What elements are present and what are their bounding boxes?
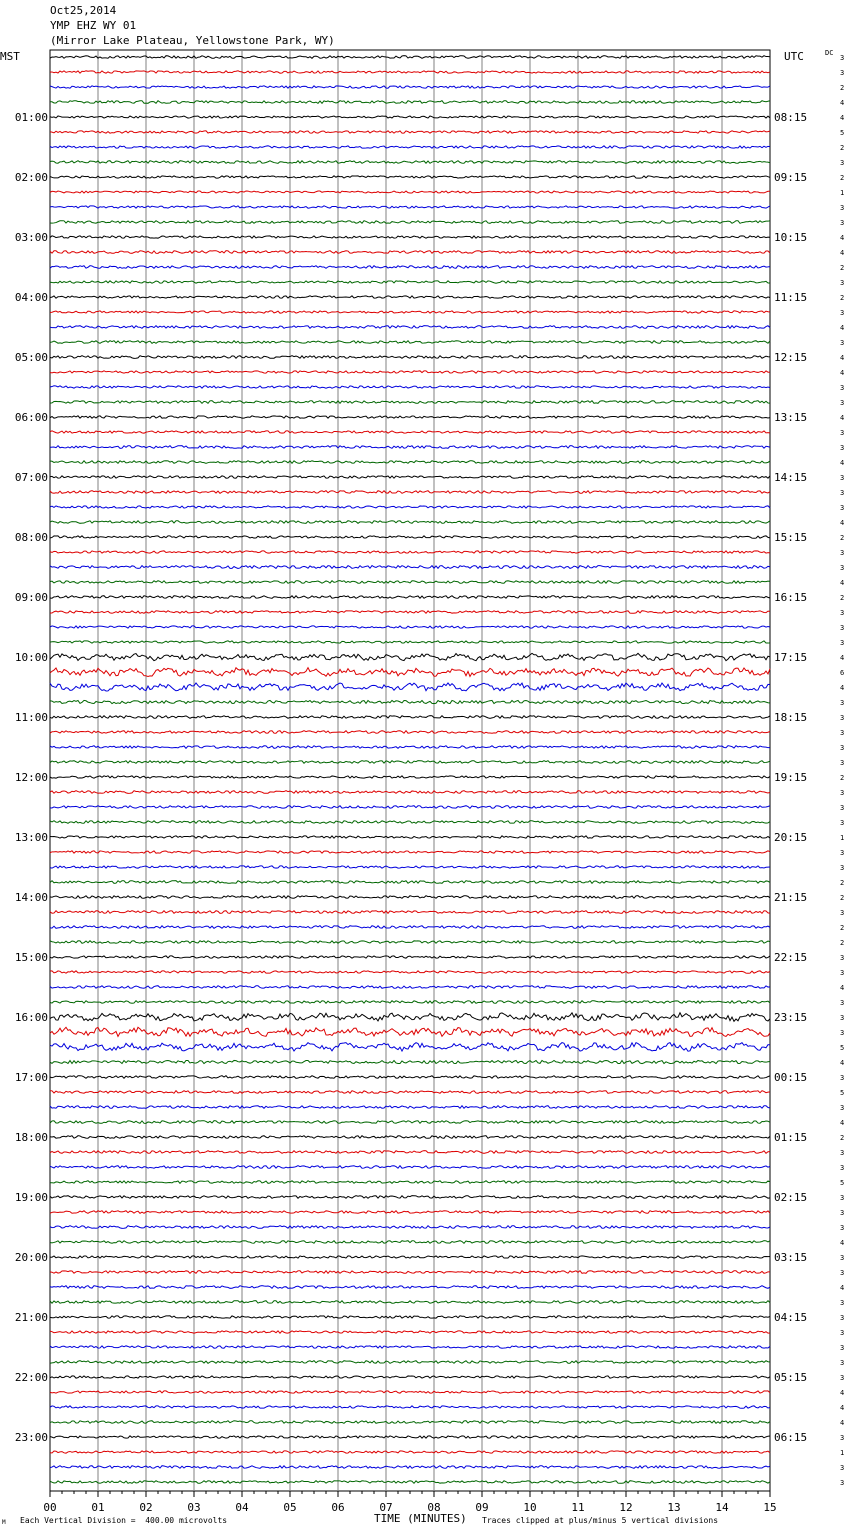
dc-value: 3 (840, 1074, 845, 1082)
dc-value: 3 (840, 1479, 845, 1487)
dc-value: 3 (840, 699, 845, 707)
right-hour-label: 09:15 (774, 171, 808, 184)
left-hour-label: 18:00 (14, 1131, 48, 1144)
right-hour-label: 08:15 (774, 111, 808, 124)
dc-value: 3 (840, 489, 845, 497)
dc-value: 3 (840, 1299, 845, 1307)
x-tick-label: 00 (43, 1501, 57, 1514)
trace-line (50, 821, 770, 824)
trace-line (50, 206, 770, 208)
dc-value: 4 (840, 1059, 845, 1067)
left-hour-label: 03:00 (14, 231, 48, 244)
x-tick-label: 08 (427, 1501, 441, 1514)
dc-value: 3 (840, 744, 845, 752)
right-hour-label: 17:15 (774, 651, 808, 664)
right-hour-label: 19:15 (774, 771, 808, 784)
trace-line (50, 1076, 770, 1079)
dc-value: 4 (840, 99, 845, 107)
trace-line (50, 596, 770, 599)
dc-value: 4 (840, 654, 845, 662)
x-tick-label: 09 (475, 1501, 489, 1514)
x-tick-label: 15 (763, 1501, 777, 1514)
trace-line (50, 1466, 770, 1469)
x-tick-label: 10 (523, 1501, 537, 1514)
dc-value: 3 (840, 1224, 845, 1232)
dc-value: 4 (840, 519, 845, 527)
dc-column-label: DC (825, 49, 834, 57)
dc-value: 4 (840, 1389, 845, 1397)
dc-value: 3 (840, 159, 845, 167)
trace-line (50, 653, 770, 660)
right-hour-label: 06:15 (774, 1431, 808, 1444)
trace-line (50, 611, 770, 614)
trace-line (50, 371, 770, 373)
dc-value: 3 (840, 1314, 845, 1322)
dc-value: 4 (840, 249, 845, 257)
right-timezone-label: UTC (784, 50, 804, 63)
trace-line (50, 731, 770, 734)
left-hour-label: 12:00 (14, 771, 48, 784)
dc-value: 3 (840, 1254, 845, 1262)
trace-line (50, 926, 770, 929)
trace-line (50, 1013, 770, 1022)
trace-line (50, 1241, 770, 1244)
dc-value: 5 (840, 1179, 845, 1187)
trace-line (50, 911, 770, 914)
trace-line (50, 566, 770, 569)
dc-value: 4 (840, 1284, 845, 1292)
dc-value: 3 (840, 999, 845, 1007)
dc-value: 4 (840, 369, 845, 377)
dc-value: 3 (840, 1029, 845, 1037)
trace-line (50, 341, 770, 344)
dc-value: 2 (840, 84, 845, 92)
trace-line (50, 1136, 770, 1139)
trace-line (50, 1421, 770, 1424)
x-tick-label: 02 (139, 1501, 153, 1514)
trace-line (50, 1196, 770, 1199)
right-hour-label: 21:15 (774, 891, 808, 904)
trace-line (50, 1151, 770, 1154)
trace-line (50, 251, 770, 254)
left-hour-label: 04:00 (14, 291, 48, 304)
left-hour-label: 22:00 (14, 1371, 48, 1384)
trace-line (50, 1166, 770, 1169)
trace-line (50, 86, 770, 88)
left-hour-label: 02:00 (14, 171, 48, 184)
trace-line (50, 401, 770, 404)
station-location: (Mirror Lake Plateau, Yellowstone Park, WY) (50, 34, 335, 47)
x-tick-label: 05 (283, 1501, 297, 1514)
dc-value: 3 (840, 609, 845, 617)
dc-value: 3 (840, 564, 845, 572)
right-hour-label: 10:15 (774, 231, 808, 244)
dc-value: 5 (840, 129, 845, 137)
trace-line (50, 836, 770, 838)
trace-line (50, 1256, 770, 1258)
left-hour-label: 15:00 (14, 951, 48, 964)
right-hour-label: 23:15 (774, 1011, 808, 1024)
dc-value: 4 (840, 1419, 845, 1427)
station-code: YMP EHZ WY 01 (50, 19, 137, 32)
dc-value: 4 (840, 1239, 845, 1247)
dc-value: 3 (840, 429, 845, 437)
dc-value: 3 (840, 279, 845, 287)
trace-line (50, 761, 770, 764)
dc-value: 4 (840, 1404, 845, 1412)
dc-value: 3 (840, 204, 845, 212)
dc-value: 3 (840, 1194, 845, 1202)
trace-line (50, 521, 770, 524)
trace-line (50, 56, 770, 59)
dc-value: 3 (840, 804, 845, 812)
right-hour-label: 15:15 (774, 531, 808, 544)
trace-line (50, 236, 770, 238)
dc-value: 2 (840, 1134, 845, 1142)
footer-mark: M (2, 1519, 6, 1526)
dc-value: 3 (840, 504, 845, 512)
trace-line (50, 668, 770, 677)
dc-value: 4 (840, 114, 845, 122)
dc-value: 3 (840, 399, 845, 407)
trace-line (50, 1106, 770, 1109)
trace-line (50, 1406, 770, 1408)
trace-line (50, 881, 770, 884)
left-hour-label: 01:00 (14, 111, 48, 124)
right-hour-label: 20:15 (774, 831, 808, 844)
dc-value: 3 (840, 444, 845, 452)
dc-value: 3 (840, 1374, 845, 1382)
trace-line (50, 776, 770, 778)
dc-value: 3 (840, 639, 845, 647)
dc-value: 4 (840, 354, 845, 362)
trace-line (50, 806, 770, 809)
x-tick-label: 13 (667, 1501, 681, 1514)
trace-line (50, 146, 770, 148)
trace-line (50, 1331, 770, 1333)
dc-value: 3 (840, 789, 845, 797)
trace-line (50, 491, 770, 494)
left-hour-label: 07:00 (14, 471, 48, 484)
clipping-note: Traces clipped at plus/minus 5 vertical divisions (482, 1516, 719, 1525)
dc-value: 3 (840, 54, 845, 62)
trace-line (50, 700, 770, 703)
dc-value: 3 (840, 69, 845, 77)
dc-value: 3 (840, 1434, 845, 1442)
dc-value: 4 (840, 684, 845, 692)
left-hour-label: 08:00 (14, 531, 48, 544)
dc-value: 4 (840, 1119, 845, 1127)
trace-line (50, 71, 770, 73)
dc-value: 1 (840, 1449, 845, 1457)
dc-value: 5 (840, 1044, 845, 1052)
trace-line (50, 941, 770, 944)
trace-line (50, 161, 770, 164)
right-hour-label: 00:15 (774, 1071, 808, 1084)
trace-line (50, 1271, 770, 1274)
trace-line (50, 1226, 770, 1229)
trace-line (50, 536, 770, 538)
dc-value: 3 (840, 1329, 845, 1337)
left-hour-label: 11:00 (14, 711, 48, 724)
trace-line (50, 311, 770, 313)
dc-value: 3 (840, 339, 845, 347)
x-tick-label: 07 (379, 1501, 393, 1514)
dc-value: 3 (840, 849, 845, 857)
dc-value: 3 (840, 309, 845, 317)
dc-value: 4 (840, 459, 845, 467)
dc-value: 4 (840, 984, 845, 992)
x-axis-label: TIME (MINUTES) (374, 1512, 467, 1525)
dc-value: 2 (840, 924, 845, 932)
trace-line (50, 506, 770, 508)
dc-value: 3 (840, 1209, 845, 1217)
dc-value: 3 (840, 819, 845, 827)
dc-value: 3 (840, 954, 845, 962)
trace-line (50, 1211, 770, 1214)
trace-line (50, 431, 770, 433)
right-hour-label: 22:15 (774, 951, 808, 964)
trace-line (50, 1481, 770, 1484)
dc-value: 2 (840, 264, 845, 272)
trace-line (50, 971, 770, 973)
trace-line (50, 1001, 770, 1004)
left-hour-label: 20:00 (14, 1251, 48, 1264)
left-hour-label: 16:00 (14, 1011, 48, 1024)
left-hour-label: 13:00 (14, 831, 48, 844)
trace-line (50, 683, 770, 691)
dc-value: 3 (840, 714, 845, 722)
dc-value: 3 (840, 909, 845, 917)
trace-line (50, 746, 770, 749)
left-hour-label: 09:00 (14, 591, 48, 604)
left-timezone-label: MST (0, 50, 20, 63)
left-hour-label: 17:00 (14, 1071, 48, 1084)
dc-value: 2 (840, 879, 845, 887)
trace-line (50, 1181, 770, 1184)
dc-value: 2 (840, 294, 845, 302)
dc-value: 3 (840, 1104, 845, 1112)
trace-line (50, 1376, 770, 1378)
dc-value: 1 (840, 189, 845, 197)
trace-line (50, 1346, 770, 1348)
trace-line (50, 986, 770, 989)
trace-line (50, 626, 770, 628)
trace-line (50, 116, 770, 118)
trace-line (50, 386, 770, 388)
left-hour-label: 19:00 (14, 1191, 48, 1204)
x-tick-label: 14 (715, 1501, 729, 1514)
trace-line (50, 641, 770, 643)
dc-value: 2 (840, 534, 845, 542)
x-tick-label: 06 (331, 1501, 345, 1514)
dc-value: 3 (840, 1344, 845, 1352)
x-tick-label: 11 (571, 1501, 585, 1514)
right-hour-label: 11:15 (774, 291, 808, 304)
left-hour-label: 23:00 (14, 1431, 48, 1444)
dc-value: 5 (840, 1089, 845, 1097)
trace-line (50, 356, 770, 359)
trace-line (50, 791, 770, 794)
right-hour-label: 18:15 (774, 711, 808, 724)
dc-value: 3 (840, 1464, 845, 1472)
left-hour-label: 14:00 (14, 891, 48, 904)
left-hour-label: 06:00 (14, 411, 48, 424)
trace-line (50, 1286, 770, 1289)
left-hour-label: 10:00 (14, 651, 48, 664)
dc-value: 3 (840, 969, 845, 977)
dc-value: 2 (840, 894, 845, 902)
trace-line (50, 851, 770, 853)
dc-value: 3 (840, 1359, 845, 1367)
trace-line (50, 191, 770, 193)
dc-value: 6 (840, 669, 845, 677)
trace-line (50, 476, 770, 478)
trace-line (50, 416, 770, 418)
trace-line (50, 1043, 770, 1052)
dc-value: 3 (840, 474, 845, 482)
x-tick-label: 03 (187, 1501, 201, 1514)
right-hour-label: 02:15 (774, 1191, 808, 1204)
trace-line (50, 1316, 770, 1318)
trace-line (50, 101, 770, 104)
trace-line (50, 446, 770, 449)
right-hour-label: 05:15 (774, 1371, 808, 1384)
dc-value: 2 (840, 939, 845, 947)
dc-value: 4 (840, 324, 845, 332)
trace-line (50, 176, 770, 178)
right-hour-label: 01:15 (774, 1131, 808, 1144)
dc-value: 3 (840, 1014, 845, 1022)
trace-line (50, 461, 770, 464)
left-hour-label: 05:00 (14, 351, 48, 364)
dc-value: 2 (840, 774, 845, 782)
right-hour-label: 13:15 (774, 411, 808, 424)
trace-line (50, 551, 770, 553)
trace-line (50, 956, 770, 958)
dc-value: 3 (840, 759, 845, 767)
trace-line (50, 1060, 770, 1063)
right-hour-label: 14:15 (774, 471, 808, 484)
trace-line (50, 1361, 770, 1364)
right-hour-label: 16:15 (774, 591, 808, 604)
trace-line (50, 866, 770, 868)
dc-value: 3 (840, 864, 845, 872)
trace-line (50, 1091, 770, 1094)
dc-value: 3 (840, 1164, 845, 1172)
trace-line (50, 581, 770, 584)
trace-line (50, 266, 770, 269)
dc-value: 4 (840, 234, 845, 242)
dc-value: 3 (840, 729, 845, 737)
x-tick-label: 01 (91, 1501, 105, 1514)
dc-value: 2 (840, 144, 845, 152)
dc-value: 1 (840, 834, 845, 842)
dc-value: 3 (840, 624, 845, 632)
trace-line (50, 326, 770, 329)
division-scale-note: Each Vertical Division = 400.00 microvolts (20, 1516, 228, 1525)
dc-value: 3 (840, 384, 845, 392)
dc-value: 4 (840, 414, 845, 422)
dc-value: 3 (840, 549, 845, 557)
trace-line (50, 1301, 770, 1304)
dc-value: 2 (840, 174, 845, 182)
trace-line (50, 281, 770, 283)
trace-line (50, 896, 770, 899)
left-hour-label: 21:00 (14, 1311, 48, 1324)
dc-value: 3 (840, 1269, 845, 1277)
trace-line (50, 716, 770, 719)
trace-line (50, 1121, 770, 1124)
x-tick-label: 12 (619, 1501, 633, 1514)
trace-line (50, 1436, 770, 1438)
trace-line (50, 296, 770, 298)
dc-value: 3 (840, 219, 845, 227)
plot-date: Oct25,2014 (50, 4, 117, 17)
trace-line (50, 221, 770, 224)
x-tick-label: 04 (235, 1501, 249, 1514)
right-hour-label: 04:15 (774, 1311, 808, 1324)
right-hour-label: 03:15 (774, 1251, 808, 1264)
trace-line (50, 131, 770, 133)
dc-value: 4 (840, 579, 845, 587)
trace-line (50, 1027, 770, 1036)
dc-value: 3 (840, 1149, 845, 1157)
dc-value: 2 (840, 594, 845, 602)
trace-line (50, 1451, 770, 1453)
right-hour-label: 12:15 (774, 351, 808, 364)
trace-line (50, 1391, 770, 1393)
